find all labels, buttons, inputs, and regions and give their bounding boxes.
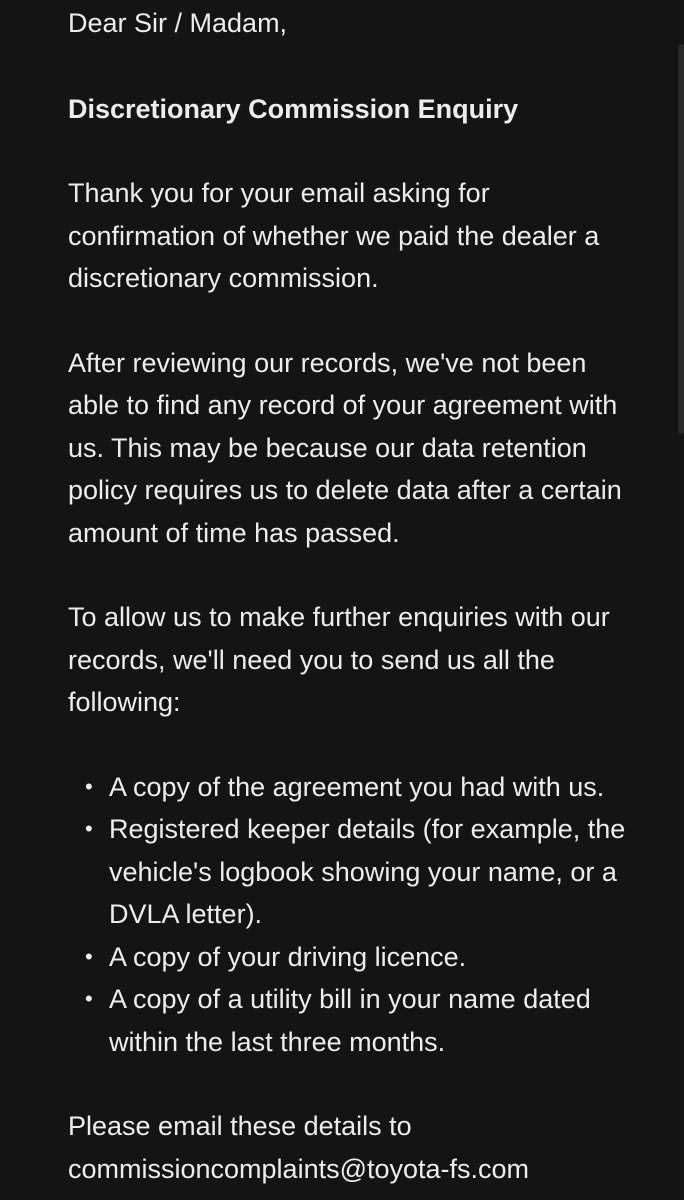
list-item	[85, 808, 628, 936]
list-item	[85, 978, 628, 1063]
email-paragraph-thanks: Thank you for your email asking for confirmation of whether we paid the dealer a discretionary commission.	[68, 178, 600, 293]
list-item-text: A copy of the agreement you had with us.	[109, 771, 605, 802]
list-item-text: A copy of a utility bill in your name dated within the last three months.	[109, 984, 591, 1057]
email-greeting: Dear Sir / Madam,	[68, 8, 288, 38]
closing-line: Please email these details to	[68, 1111, 412, 1141]
email-closing	[68, 1105, 628, 1190]
bullet-icon: •	[85, 943, 93, 969]
requirements-list	[68, 766, 628, 1064]
list-item	[85, 936, 628, 979]
list-item	[85, 766, 628, 809]
list-item-text: A copy of your driving licence.	[109, 941, 467, 972]
bullet-icon: •	[85, 816, 93, 841]
bullet-icon: •	[85, 773, 93, 799]
bullet-icon: •	[85, 986, 93, 1011]
email-paragraph-request: To allow us to make further enquiries with our records, we'll need you to send us all the following:	[68, 602, 610, 717]
contact-email-link[interactable]: commissioncomplaints@toyota-fs.com	[68, 1153, 530, 1184]
email-subject: Discretionary Commission Enquiry	[68, 93, 519, 124]
list-item-text: Registered keeper details (for example, the vehicle's logbook showing your name, or a DVLA letter).	[109, 814, 626, 929]
scrollbar-thumb[interactable]	[678, 44, 684, 434]
email-body	[68, 0, 628, 1190]
email-paragraph-records: After reviewing our records, we've not been able to find any record of your agreement with us. This may be because our data retention policy requires us to delete data after a certain amount of time has passed.	[68, 347, 622, 548]
